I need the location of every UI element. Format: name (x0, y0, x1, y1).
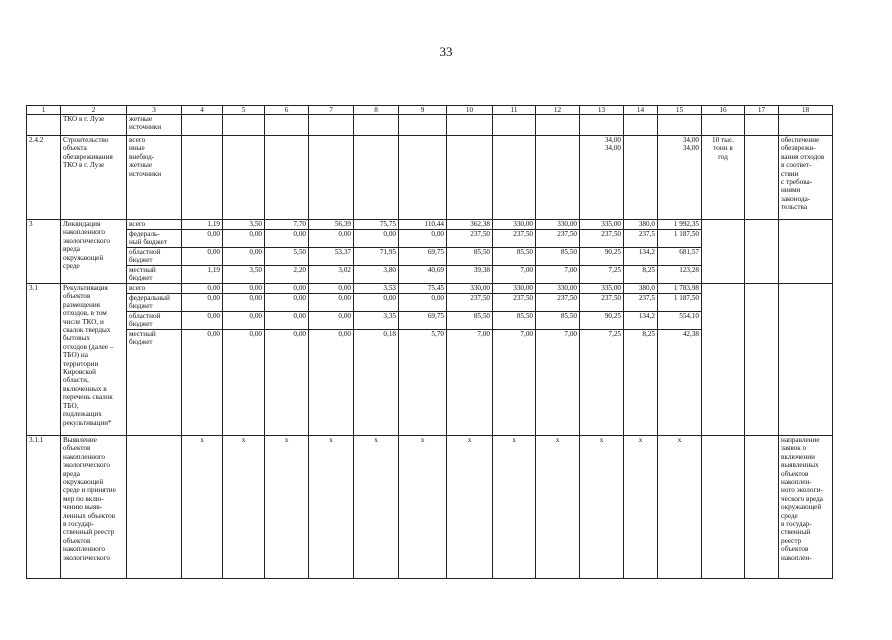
item-number: 3.1 (27, 284, 61, 436)
header-cell: 18 (779, 106, 833, 115)
value-cell: 39,38 (447, 266, 493, 284)
value-cell: 554,10 (658, 312, 702, 330)
result-cell: обеспечение обезврежи- вания отходов в соответ- ствии с требова- ниями законода- тельства (779, 136, 833, 220)
item-name: ТКО в г. Лузе (61, 115, 127, 136)
value-cell: 1,19 (182, 220, 223, 230)
value-cell: 5,70 (399, 330, 447, 436)
value-cell: 237,5 (624, 294, 658, 312)
value-cell: 75,75 (354, 220, 399, 230)
column-number-row (27, 106, 833, 115)
cell (702, 115, 745, 136)
value-cell: 0,00 (182, 230, 223, 248)
value-cell: 7,00 (493, 266, 536, 284)
value-cell: 7,00 (536, 266, 580, 284)
value-cell: 330,00 (447, 284, 493, 294)
cell (265, 136, 309, 220)
cell (447, 136, 493, 220)
value-cell: 71,95 (354, 248, 399, 266)
value-cell: 237,50 (447, 230, 493, 248)
table-row (27, 284, 833, 294)
value-cell: 0,00 (309, 294, 354, 312)
value-cell: 3,53 (354, 284, 399, 294)
value-cell: 85,50 (493, 248, 536, 266)
value-cell: 85,50 (536, 248, 580, 266)
page-number: 33 (439, 44, 453, 59)
value-cell: 75,45 (399, 284, 447, 294)
source-cell: всего (127, 284, 182, 294)
source-label: иные внебюд- жетные источники (129, 144, 162, 178)
item-name: Ликвидация накопленного экологического вреда окружающей среде (61, 220, 127, 284)
value-cell: 0,00 (223, 312, 265, 330)
value-cell: 7,00 (536, 330, 580, 436)
value-cell: 69,75 (399, 248, 447, 266)
value-cell: 7,25 (580, 330, 624, 436)
cell (223, 115, 265, 136)
item-number: 2.4.2 (27, 136, 61, 220)
not-applicable-mark: x (309, 436, 354, 579)
header-cell: 13 (580, 106, 624, 115)
item-name: Выявление объектов накопленного экологического вреда окружающей среде и принятие мер по вклю- чению выяв- ленных объектов в государ- ственный реестр объектов накопленного экологического (61, 436, 127, 579)
cell (354, 115, 399, 136)
value-cell: 237,5 (624, 230, 658, 248)
cell (182, 115, 223, 136)
source-cell: местный бюджет (127, 330, 182, 436)
cell (354, 136, 399, 220)
value-cell: 0,00 (223, 294, 265, 312)
value-cell: 7,25 (580, 266, 624, 284)
cell (309, 115, 354, 136)
value-cell: 0,00 (223, 284, 265, 294)
value-cell: 330,00 (536, 220, 580, 230)
value-cell: 0,00 (265, 230, 309, 248)
not-applicable-mark: x (182, 436, 223, 579)
cell (624, 115, 658, 136)
table-row (27, 136, 833, 220)
value-cell: 0,00 (265, 312, 309, 330)
value-cell: 237,50 (447, 294, 493, 312)
cell (223, 136, 265, 220)
result-cell: направление заявок о включении выявленных объектов накоплен- ного экологи- ческого вреда окружающей среде в государ- ственный реестр объектов накоплен- (779, 436, 833, 579)
value-cell: 3,80 (354, 266, 399, 284)
value-cell: 2,20 (265, 266, 309, 284)
cell (745, 220, 779, 284)
value-cell: 0,00 (309, 312, 354, 330)
not-applicable-mark: x (447, 436, 493, 579)
value-cell: 85,50 (536, 312, 580, 330)
cell (399, 115, 447, 136)
cell (399, 136, 447, 220)
item-name: Строительство объекта обезвреживания ТКО в г. Лузе (61, 136, 127, 220)
value-cell: 3,35 (354, 312, 399, 330)
cell (745, 136, 779, 220)
value-cell: 40,69 (399, 266, 447, 284)
cell (536, 115, 580, 136)
value-cell: 53,37 (309, 248, 354, 266)
value-cell: 330,00 (493, 220, 536, 230)
item-number: 3 (27, 220, 61, 284)
cell (309, 136, 354, 220)
value-cell: 42,38 (658, 330, 702, 436)
source-cell: федеральный бюджет (127, 294, 182, 312)
cell (624, 136, 658, 220)
item-number: 3.1.1 (27, 436, 61, 579)
cell (265, 115, 309, 136)
value-cell: 56,39 (309, 220, 354, 230)
value-cell: 0,00 (223, 230, 265, 248)
header-cell: 15 (658, 106, 702, 115)
value-cell: 85,50 (493, 312, 536, 330)
header-cell: 5 (223, 106, 265, 115)
value-cell: 380,0 (624, 220, 658, 230)
value-cell: 90,25 (580, 248, 624, 266)
not-applicable-mark: x (658, 436, 702, 579)
value-cell: 237,50 (580, 294, 624, 312)
value-cell: 85,50 (447, 312, 493, 330)
source-cell (127, 136, 182, 220)
value-cell: 237,50 (536, 294, 580, 312)
value-cell: 7,70 (265, 220, 309, 230)
cell (182, 136, 223, 220)
header-cell: 11 (493, 106, 536, 115)
value-cell: 8,25 (624, 330, 658, 436)
value-cell: 1 187,50 (658, 294, 702, 312)
value-cell: 0,00 (399, 230, 447, 248)
cell (702, 220, 745, 284)
value-cell: 330,00 (493, 284, 536, 294)
value-cell: 0,00 (182, 330, 223, 436)
value-cell: 237,50 (493, 294, 536, 312)
value-cell: 237,50 (580, 230, 624, 248)
header-cell: 7 (309, 106, 354, 115)
cell (745, 284, 779, 436)
value-cell: 0,00 (354, 294, 399, 312)
value-cell: 0,18 (354, 330, 399, 436)
value-cell: 0,00 (182, 284, 223, 294)
source-cell: жетные источники (127, 115, 182, 136)
not-applicable-mark: x (354, 436, 399, 579)
value-cell: 123,28 (658, 266, 702, 284)
not-applicable-mark: x (223, 436, 265, 579)
value-cell: 1 992,35 (658, 220, 702, 230)
header-cell: 17 (745, 106, 779, 115)
source-label: всего (129, 136, 146, 144)
source-cell: всего (127, 220, 182, 230)
source-cell: областной бюджет (127, 248, 182, 266)
value-cell: 3,50 (223, 220, 265, 230)
source-cell: местный бюджет (127, 266, 182, 284)
value-cell: 0,00 (265, 294, 309, 312)
item-name: Рекультивация объектов размещения отходов, в том числе ТКО, и свалок твердых бытовых отходов (далее – ТБО) на территории Кировской области, включенных в перечень свалок ТБО, подлежащих рекультивации* (61, 284, 127, 436)
cell (127, 436, 182, 579)
not-applicable-mark: x (536, 436, 580, 579)
value-cell: 3,02 (309, 266, 354, 284)
cell (447, 115, 493, 136)
cell (745, 436, 779, 579)
header-cell: 4 (182, 106, 223, 115)
header-cell: 6 (265, 106, 309, 115)
value-cell: 1 187,50 (658, 230, 702, 248)
value-cell: 90,25 (580, 312, 624, 330)
not-applicable-mark: x (624, 436, 658, 579)
value-cell: 0,00 (399, 294, 447, 312)
value-cell: 85,50 (447, 248, 493, 266)
cell (745, 115, 779, 136)
value-cell: 0,00 (182, 312, 223, 330)
value-cell: 681,57 (658, 248, 702, 266)
value-cell: 34,00 34,00 (658, 136, 702, 220)
value-cell: 330,00 (536, 284, 580, 294)
table-row (27, 436, 833, 579)
header-cell: 2 (61, 106, 127, 115)
cell (658, 115, 702, 136)
header-cell: 9 (399, 106, 447, 115)
value-cell: 0,00 (182, 294, 223, 312)
table-row (27, 220, 833, 230)
source-cell: областной бюджет (127, 312, 182, 330)
header-cell: 8 (354, 106, 399, 115)
not-applicable-mark: x (493, 436, 536, 579)
header-cell: 3 (127, 106, 182, 115)
value-cell: 380,0 (624, 284, 658, 294)
cell (493, 136, 536, 220)
value-cell: 0,00 (354, 230, 399, 248)
value-cell: 1,19 (182, 266, 223, 284)
cell (702, 284, 745, 436)
value-cell: 335,00 (580, 220, 624, 230)
cell (536, 136, 580, 220)
value-cell: 3,50 (223, 266, 265, 284)
not-applicable-mark: x (265, 436, 309, 579)
table-row (27, 115, 833, 136)
not-applicable-mark: x (580, 436, 624, 579)
cell (779, 284, 833, 436)
not-applicable-mark: x (399, 436, 447, 579)
header-cell: 12 (536, 106, 580, 115)
value-cell: 0,00 (309, 284, 354, 294)
cell (493, 115, 536, 136)
value-cell: 0,00 (223, 330, 265, 436)
value-cell: 0,00 (182, 248, 223, 266)
value-cell: 0,00 (265, 330, 309, 436)
value-cell: 0,00 (309, 330, 354, 436)
source-cell: федераль- ный бюджет (127, 230, 182, 248)
value-cell: 237,50 (536, 230, 580, 248)
header-cell: 10 (447, 106, 493, 115)
value-cell: 237,50 (493, 230, 536, 248)
header-cell: 16 (702, 106, 745, 115)
value-cell: 335,00 (580, 284, 624, 294)
value-cell: 134,2 (624, 312, 658, 330)
value-cell: 8,25 (624, 266, 658, 284)
value-cell: 110,44 (399, 220, 447, 230)
value-cell: 134,2 (624, 248, 658, 266)
budget-table (26, 105, 833, 579)
value-cell: 69,75 (399, 312, 447, 330)
cell (779, 115, 833, 136)
cell (779, 220, 833, 284)
indicator-cell: 10 тыс. тонн в год (702, 136, 745, 220)
header-cell: 1 (27, 106, 61, 115)
value-cell: 0,00 (309, 230, 354, 248)
cell (27, 115, 61, 136)
value-cell: 34,00 34,00 (580, 136, 624, 220)
value-cell: 362,38 (447, 220, 493, 230)
value-cell: 1 783,98 (658, 284, 702, 294)
value-cell: 7,00 (493, 330, 536, 436)
value-cell: 0,00 (265, 284, 309, 294)
cell (702, 436, 745, 579)
header-cell: 14 (624, 106, 658, 115)
value-cell: 7,00 (447, 330, 493, 436)
value-cell: 5,50 (265, 248, 309, 266)
cell (580, 115, 624, 136)
value-cell: 0,00 (223, 248, 265, 266)
